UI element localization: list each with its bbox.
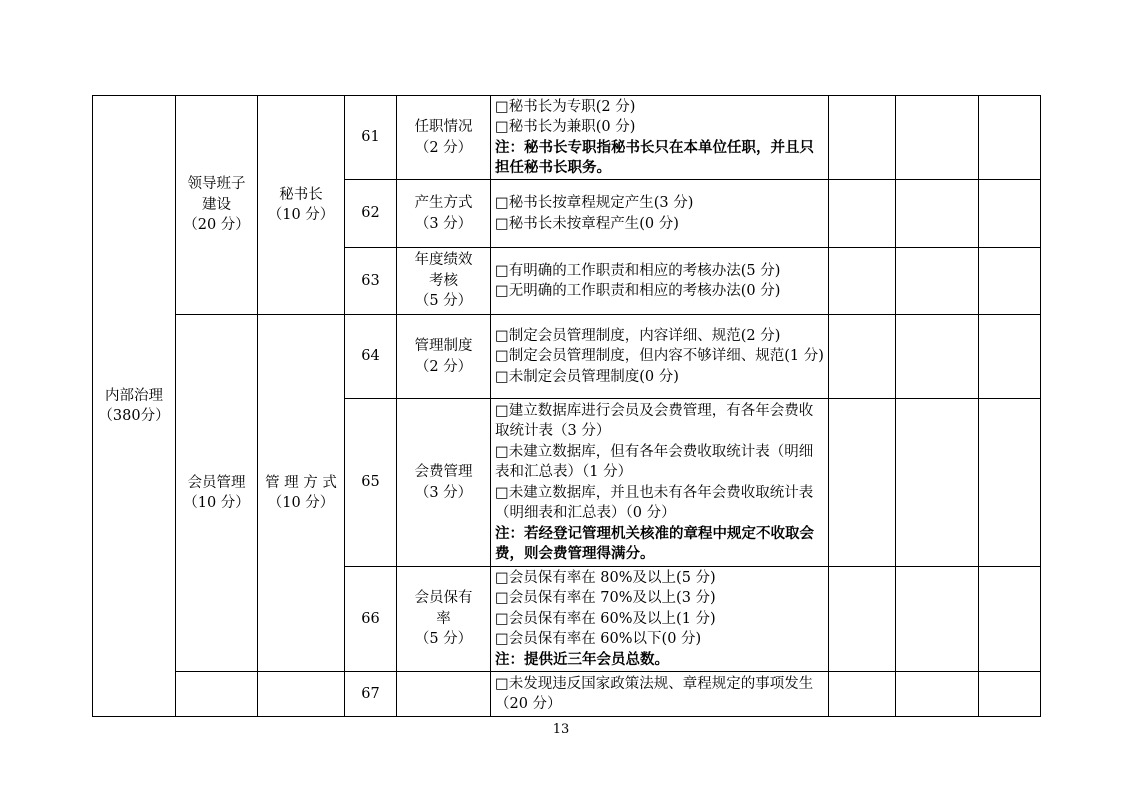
item-name-line: 考核: [429, 272, 458, 289]
category-cell: [93, 96, 176, 717]
item-name-cell: [397, 96, 491, 180]
item-name-line: 任职情况: [414, 119, 473, 135]
score-cell: [829, 315, 896, 399]
group-membership-cell: [176, 315, 258, 672]
item-name-line: 会费管理: [414, 464, 473, 480]
item-name-line: 年度绩效: [414, 252, 473, 269]
criteria-option: □会员保有率在 70%及以上(3 分): [495, 590, 716, 607]
score-cell: [896, 180, 979, 248]
score-cell: [896, 315, 979, 399]
criteria-cell: [491, 399, 829, 567]
item-number: 64: [345, 315, 397, 399]
score-cell: [979, 315, 1041, 399]
criteria-cell: [491, 672, 829, 717]
table-row: [93, 315, 1041, 399]
item-score-line: （5 分）: [414, 631, 473, 648]
criteria-option: □未发现违反国家政策法规、章程规定的事项发生（20 分）: [495, 675, 814, 712]
criteria-option: □有明确的工作职责和相应的考核办法(5 分): [495, 262, 781, 279]
score-cell: [979, 399, 1041, 567]
group-leadership-name-1: 领导班子: [187, 176, 246, 193]
item-number: 63: [345, 248, 397, 315]
criteria-cell: [491, 96, 829, 180]
group-cell-empty: [176, 672, 258, 717]
criteria-cell: [491, 315, 829, 399]
item-number: 61: [345, 96, 397, 180]
score-cell: [896, 567, 979, 672]
score-cell: [896, 248, 979, 315]
group-cell-empty: [258, 672, 345, 717]
table-row: [93, 96, 1041, 180]
item-name-line: 管理制度: [414, 338, 473, 354]
score-cell: [829, 567, 896, 672]
group-membership-score: （10 分）: [183, 495, 250, 511]
group-membership-name: 会员管理: [187, 474, 246, 491]
group-leadership-cell: [176, 96, 258, 315]
criteria-option: □建立数据库进行会员及会费管理，有各年会费收取统计表（3 分）: [495, 402, 814, 439]
item-name-cell: [397, 399, 491, 567]
item-number: 65: [345, 399, 397, 567]
item-name-cell: [397, 180, 491, 248]
item-number: 62: [345, 180, 397, 248]
score-cell: [829, 180, 896, 248]
score-cell: [896, 96, 979, 180]
score-cell: [896, 672, 979, 717]
item-score-line: （5 分）: [414, 293, 473, 310]
group-leadership-name-2: 建设: [202, 196, 231, 213]
criteria-option: □秘书长为兼职(0 分): [495, 119, 636, 135]
score-cell: [829, 248, 896, 315]
score-cell: [979, 672, 1041, 717]
group-method-name: 管 理 方 式: [265, 474, 337, 491]
item-name-line: 率: [436, 610, 451, 627]
criteria-option: □会员保有率在 60%及以上(1 分): [495, 610, 716, 627]
criteria-note: 注：提供近三年会员总数。: [495, 650, 669, 668]
score-cell: [896, 399, 979, 567]
item-name-cell: [397, 672, 491, 717]
item-name-cell: [397, 315, 491, 399]
evaluation-table: [92, 95, 1041, 717]
criteria-option: □未建立数据库，并且也未有各年会费收取统计表（明细表和汇总表）（0 分）: [495, 484, 814, 521]
criteria-option: □制定会员管理制度，内容详细、规范(2 分): [495, 327, 781, 344]
group-leadership-score: （20 分）: [183, 217, 250, 234]
criteria-option: □未制定会员管理制度(0 分): [495, 368, 679, 385]
criteria-option: □无明确的工作职责和相应的考核办法(0 分): [495, 283, 781, 299]
item-score-line: （3 分）: [414, 484, 473, 501]
item-score-line: （2 分）: [414, 139, 473, 156]
item-name-cell: [397, 567, 491, 672]
criteria-option: □未建立数据库，但有各年会费收取统计表（明细表和汇总表）（1 分）: [495, 443, 814, 480]
criteria-option: □制定会员管理制度，但内容不够详细、规范(1 分): [495, 348, 824, 365]
category-name: 内部治理: [105, 387, 163, 404]
criteria-cell: [491, 567, 829, 672]
criteria-option: □会员保有率在 80%及以上(5 分): [495, 569, 716, 586]
item-score-line: （2 分）: [414, 358, 473, 375]
score-cell: [979, 567, 1041, 672]
score-cell: [829, 672, 896, 717]
group-secretary-cell: [258, 96, 345, 315]
criteria-note: 注：秘书长专职指秘书长只在本单位任职，并且只担任秘书长职务。: [495, 138, 814, 176]
score-cell: [829, 96, 896, 180]
criteria-option: □会员保有率在 60%以下(0 分): [495, 631, 702, 648]
criteria-option: □秘书长未按章程产生(0 分): [495, 215, 679, 232]
score-cell: [979, 96, 1041, 180]
item-score-line: （3 分）: [414, 215, 473, 232]
group-secretary-score: （10 分）: [267, 207, 335, 223]
criteria-option: □秘书长为专职(2 分): [495, 98, 636, 115]
score-cell: [979, 248, 1041, 315]
group-method-score: （10 分）: [267, 495, 335, 511]
score-cell: [979, 180, 1041, 248]
category-score: （380分）: [98, 408, 170, 424]
table-row: [93, 672, 1041, 717]
criteria-cell: [491, 248, 829, 315]
score-cell: [829, 399, 896, 567]
item-name-line: 会员保有: [414, 590, 473, 607]
item-name-cell: [397, 248, 491, 315]
item-name-line: 产生方式: [414, 195, 473, 211]
group-secretary-name: 秘书长: [279, 186, 323, 203]
criteria-option: □秘书长按章程规定产生(3 分): [495, 195, 694, 211]
criteria-cell: [491, 180, 829, 248]
item-number: 66: [345, 567, 397, 672]
criteria-note: 注：若经登记管理机关核准的章程中规定不收取会费，则会费管理得满分。: [495, 524, 814, 562]
group-method-cell: [258, 315, 345, 672]
page-number: 13: [552, 722, 570, 737]
item-number: 67: [345, 672, 397, 717]
